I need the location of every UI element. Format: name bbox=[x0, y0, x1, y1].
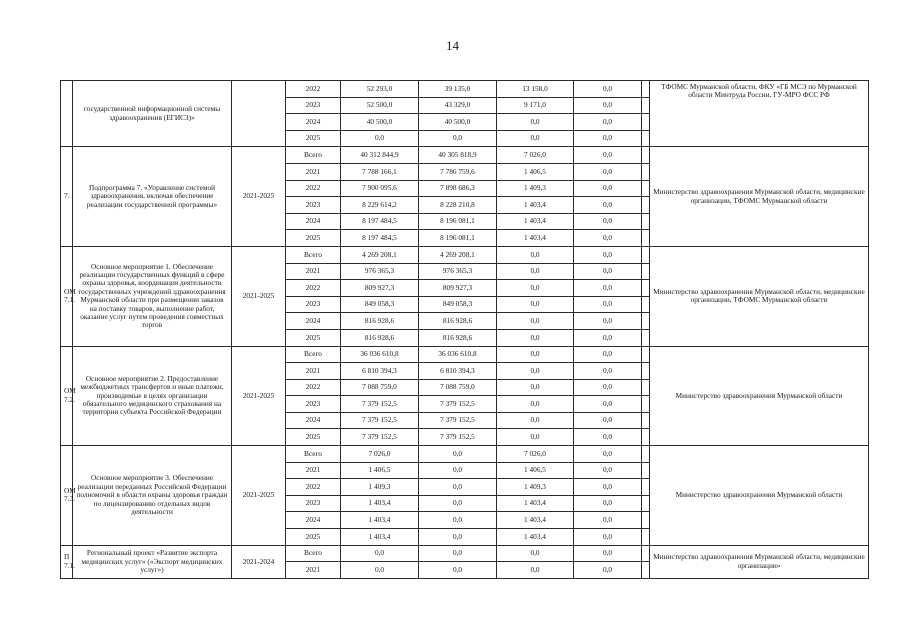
section-executors: Министерство здравоохранения Мурманской области, медицинские организации» bbox=[650, 545, 869, 578]
amount-cell: 0,0 bbox=[574, 363, 642, 380]
table-row bbox=[61, 81, 869, 98]
amount-cell: 976 365,3 bbox=[419, 263, 497, 280]
year-cell: 2022 bbox=[286, 81, 341, 98]
amount-cell: 0,0 bbox=[419, 545, 497, 562]
spacer-cell bbox=[642, 429, 650, 446]
total-cell: 0,0 bbox=[341, 545, 419, 562]
total-cell: 52 500,0 bbox=[341, 97, 419, 114]
year-cell: 2021 bbox=[286, 263, 341, 280]
amount-cell: 0,0 bbox=[419, 479, 497, 496]
spacer-cell bbox=[642, 263, 650, 280]
amount-cell: 13 158,0 bbox=[497, 81, 574, 98]
amount-cell: 8 196 081,1 bbox=[419, 230, 497, 247]
amount-cell: 0,0 bbox=[497, 280, 574, 297]
amount-cell: 7 379 152,5 bbox=[419, 396, 497, 413]
table-row bbox=[61, 246, 869, 263]
section-name: Региональный проект «Развитие экспорта медицинских услуг» («Экспорт медицинских услуг») bbox=[73, 545, 232, 578]
amount-cell: 0,0 bbox=[574, 280, 642, 297]
amount-cell: 0,0 bbox=[497, 329, 574, 346]
amount-cell: 0,0 bbox=[419, 462, 497, 479]
amount-cell: 0,0 bbox=[574, 412, 642, 429]
year-cell: 2022 bbox=[286, 479, 341, 496]
year-cell: 2025 bbox=[286, 130, 341, 147]
year-cell: Всего bbox=[286, 246, 341, 263]
amount-cell: 1 403,4 bbox=[497, 230, 574, 247]
section-code bbox=[61, 81, 73, 147]
section-period: 2021-2025 bbox=[232, 446, 286, 546]
amount-cell: 0,0 bbox=[574, 230, 642, 247]
section-executors: Министерство здравоохранения Мурманской области bbox=[650, 346, 869, 446]
year-cell: 2024 bbox=[286, 313, 341, 330]
section-executors: Министерство здравоохранения Мурманской области bbox=[650, 446, 869, 546]
total-cell: 6 810 394,3 bbox=[341, 363, 419, 380]
total-cell: 36 036 610,8 bbox=[341, 346, 419, 363]
amount-cell: 40 305 818,9 bbox=[419, 147, 497, 164]
spacer-cell bbox=[642, 197, 650, 214]
spacer-cell bbox=[642, 147, 650, 164]
year-cell: 2025 bbox=[286, 230, 341, 247]
spacer-cell bbox=[642, 379, 650, 396]
total-cell: 7 088 759,0 bbox=[341, 379, 419, 396]
total-cell: 7 788 166,1 bbox=[341, 163, 419, 180]
year-cell: 2023 bbox=[286, 197, 341, 214]
amount-cell: 1 403,4 bbox=[497, 512, 574, 529]
amount-cell: 0,0 bbox=[574, 446, 642, 463]
spacer-cell bbox=[642, 462, 650, 479]
amount-cell: 1 406,5 bbox=[497, 163, 574, 180]
year-cell: Всего bbox=[286, 147, 341, 164]
total-cell: 849 058,3 bbox=[341, 296, 419, 313]
amount-cell: 0,0 bbox=[574, 114, 642, 131]
spacer-cell bbox=[642, 114, 650, 131]
amount-cell: 4 269 208,1 bbox=[419, 246, 497, 263]
amount-cell: 0,0 bbox=[574, 462, 642, 479]
total-cell: 816 928,6 bbox=[341, 313, 419, 330]
amount-cell: 0,0 bbox=[574, 529, 642, 546]
amount-cell: 0,0 bbox=[574, 97, 642, 114]
amount-cell: 0,0 bbox=[574, 130, 642, 147]
spacer-cell bbox=[642, 329, 650, 346]
table-row bbox=[61, 346, 869, 363]
total-cell: 7 379 152,5 bbox=[341, 412, 419, 429]
amount-cell: 0,0 bbox=[574, 81, 642, 98]
section-code: ОМ 7.1. bbox=[61, 246, 73, 346]
amount-cell: 1 409,3 bbox=[497, 479, 574, 496]
table-row bbox=[61, 446, 869, 463]
amount-cell: 0,0 bbox=[574, 180, 642, 197]
spacer-cell bbox=[642, 81, 650, 98]
table-row bbox=[61, 545, 869, 562]
section-code: 7. bbox=[61, 147, 73, 247]
table-row bbox=[61, 147, 869, 164]
amount-cell: 7 786 759,6 bbox=[419, 163, 497, 180]
amount-cell: 0,0 bbox=[574, 379, 642, 396]
spacer-cell bbox=[642, 246, 650, 263]
amount-cell: 0,0 bbox=[574, 346, 642, 363]
total-cell: 816 928,6 bbox=[341, 329, 419, 346]
spacer-cell bbox=[642, 412, 650, 429]
year-cell: 2022 bbox=[286, 280, 341, 297]
amount-cell: 1 403,4 bbox=[497, 213, 574, 230]
spacer-cell bbox=[642, 495, 650, 512]
amount-cell: 0,0 bbox=[497, 429, 574, 446]
amount-cell: 0,0 bbox=[574, 213, 642, 230]
amount-cell: 7 379 152,5 bbox=[419, 412, 497, 429]
amount-cell: 0,0 bbox=[574, 495, 642, 512]
amount-cell: 0,0 bbox=[497, 363, 574, 380]
amount-cell: 0,0 bbox=[574, 197, 642, 214]
section-executors: Министерство здравоохранения Мурманской области, медицинские организации, ТФОМС Мурманской области bbox=[650, 147, 869, 247]
total-cell: 1 403,4 bbox=[341, 529, 419, 546]
amount-cell: 43 329,0 bbox=[419, 97, 497, 114]
year-cell: 2023 bbox=[286, 495, 341, 512]
total-cell: 7 026,0 bbox=[341, 446, 419, 463]
amount-cell: 0,0 bbox=[574, 163, 642, 180]
amount-cell: 7 026,0 bbox=[497, 147, 574, 164]
amount-cell: 0,0 bbox=[497, 562, 574, 579]
amount-cell: 809 927,3 bbox=[419, 280, 497, 297]
year-cell: 2022 bbox=[286, 379, 341, 396]
total-cell: 1 403,4 bbox=[341, 512, 419, 529]
amount-cell: 0,0 bbox=[497, 346, 574, 363]
spacer-cell bbox=[642, 97, 650, 114]
section-name: государственной информационной системы здравоохранения (ЕГИСЗ)» bbox=[73, 81, 232, 147]
amount-cell: 1 403,4 bbox=[497, 529, 574, 546]
total-cell: 0,0 bbox=[341, 130, 419, 147]
amount-cell: 0,0 bbox=[497, 114, 574, 131]
amount-cell: 0,0 bbox=[419, 130, 497, 147]
year-cell: 2023 bbox=[286, 396, 341, 413]
spacer-cell bbox=[642, 213, 650, 230]
year-cell: 2021 bbox=[286, 562, 341, 579]
spacer-cell bbox=[642, 512, 650, 529]
total-cell: 8 197 484,5 bbox=[341, 230, 419, 247]
amount-cell: 0,0 bbox=[497, 296, 574, 313]
amount-cell: 0,0 bbox=[574, 329, 642, 346]
amount-cell: 0,0 bbox=[574, 147, 642, 164]
budget-table bbox=[60, 80, 869, 579]
amount-cell: 0,0 bbox=[419, 495, 497, 512]
amount-cell: 0,0 bbox=[574, 263, 642, 280]
year-cell: 2023 bbox=[286, 296, 341, 313]
amount-cell: 0,0 bbox=[497, 545, 574, 562]
year-cell: Всего bbox=[286, 346, 341, 363]
section-period: 2021-2025 bbox=[232, 147, 286, 247]
amount-cell: 0,0 bbox=[574, 313, 642, 330]
amount-cell: 0,0 bbox=[574, 246, 642, 263]
year-cell: 2024 bbox=[286, 412, 341, 429]
amount-cell: 0,0 bbox=[419, 446, 497, 463]
amount-cell: 0,0 bbox=[574, 396, 642, 413]
spacer-cell bbox=[642, 562, 650, 579]
amount-cell: 0,0 bbox=[497, 130, 574, 147]
spacer-cell bbox=[642, 130, 650, 147]
total-cell: 52 293,0 bbox=[341, 81, 419, 98]
amount-cell: 816 928,6 bbox=[419, 329, 497, 346]
section-name: Основное мероприятие 1. Обеспечение реализации государственных функций в сфере охраны здоровья, координация деятельности государственных учреждений здравоохранения Мурманской области при размещении заказов на поставку товаров, выполнение работ, оказание услуг путем проведения совместных торгов bbox=[73, 246, 232, 346]
total-cell: 7 379 152,5 bbox=[341, 396, 419, 413]
amount-cell: 6 810 394,3 bbox=[419, 363, 497, 380]
year-cell: 2025 bbox=[286, 429, 341, 446]
total-cell: 40 500,0 bbox=[341, 114, 419, 131]
year-cell: 2021 bbox=[286, 462, 341, 479]
year-cell: 2024 bbox=[286, 213, 341, 230]
amount-cell: 0,0 bbox=[574, 296, 642, 313]
total-cell: 1 403,4 bbox=[341, 495, 419, 512]
total-cell: 8 197 484,5 bbox=[341, 213, 419, 230]
section-code: ОМ 7.3. bbox=[61, 446, 73, 546]
section-name: Основное мероприятие 3. Обеспечение реализации переданных Российской Федерации полномочий в области охраны здоровья граждан по лицензированию отдельных видов деятельности bbox=[73, 446, 232, 546]
amount-cell: 0,0 bbox=[497, 246, 574, 263]
section-executors: ТФОМС Мурманской области, ФКУ «ГБ МСЭ по Мурманской области Минтруда России, ГУ-МРО ФСС РФ bbox=[650, 81, 869, 147]
total-cell: 8 229 614,2 bbox=[341, 197, 419, 214]
section-code: ОМ 7.2. bbox=[61, 346, 73, 446]
amount-cell: 39 135,0 bbox=[419, 81, 497, 98]
spacer-cell bbox=[642, 446, 650, 463]
section-executors: Министерство здравоохранения Мурманской области, медицинские организации, ТФОМС Мурманской области bbox=[650, 246, 869, 346]
spacer-cell bbox=[642, 363, 650, 380]
amount-cell: 0,0 bbox=[574, 429, 642, 446]
amount-cell: 0,0 bbox=[574, 479, 642, 496]
year-cell: 2025 bbox=[286, 329, 341, 346]
year-cell: Всего bbox=[286, 545, 341, 562]
total-cell: 7 379 152,5 bbox=[341, 429, 419, 446]
amount-cell: 1 403,4 bbox=[497, 495, 574, 512]
section-period: 2021-2024 bbox=[232, 545, 286, 578]
section-name: Основное мероприятие 2. Предоставление межбюджетных трансфертов и иные платежи, производимые в целях организации обязательного медицинского страхования на территории субъекта Российской Федерации bbox=[73, 346, 232, 446]
year-cell: Всего bbox=[286, 446, 341, 463]
amount-cell: 1 406,5 bbox=[497, 462, 574, 479]
amount-cell: 8 228 210,8 bbox=[419, 197, 497, 214]
spacer-cell bbox=[642, 280, 650, 297]
amount-cell: 0,0 bbox=[497, 263, 574, 280]
total-cell: 40 312 844,9 bbox=[341, 147, 419, 164]
year-cell: 2024 bbox=[286, 512, 341, 529]
amount-cell: 7 379 152,5 bbox=[419, 429, 497, 446]
amount-cell: 40 500,0 bbox=[419, 114, 497, 131]
total-cell: 4 269 208,1 bbox=[341, 246, 419, 263]
section-period: 2021-2025 bbox=[232, 346, 286, 446]
total-cell: 809 927,3 bbox=[341, 280, 419, 297]
total-cell: 1 409,3 bbox=[341, 479, 419, 496]
amount-cell: 7 026,0 bbox=[497, 446, 574, 463]
total-cell: 0,0 bbox=[341, 562, 419, 579]
amount-cell: 0,0 bbox=[574, 562, 642, 579]
section-period: 2021-2025 bbox=[232, 246, 286, 346]
spacer-cell bbox=[642, 346, 650, 363]
year-cell: 2021 bbox=[286, 163, 341, 180]
amount-cell: 0,0 bbox=[497, 412, 574, 429]
year-cell: 2021 bbox=[286, 363, 341, 380]
spacer-cell bbox=[642, 230, 650, 247]
section-code: П 7.1. bbox=[61, 545, 73, 578]
total-cell: 976 365,3 bbox=[341, 263, 419, 280]
amount-cell: 849 058,3 bbox=[419, 296, 497, 313]
total-cell: 1 406,5 bbox=[341, 462, 419, 479]
amount-cell: 0,0 bbox=[574, 512, 642, 529]
amount-cell: 7 088 759,0 bbox=[419, 379, 497, 396]
amount-cell: 1 409,3 bbox=[497, 180, 574, 197]
section-period bbox=[232, 81, 286, 147]
spacer-cell bbox=[642, 545, 650, 562]
amount-cell: 36 036 610,8 bbox=[419, 346, 497, 363]
year-cell: 2025 bbox=[286, 529, 341, 546]
year-cell: 2022 bbox=[286, 180, 341, 197]
page-number: 14 bbox=[446, 38, 459, 53]
amount-cell: 0,0 bbox=[574, 545, 642, 562]
amount-cell: 0,0 bbox=[419, 529, 497, 546]
amount-cell: 0,0 bbox=[419, 562, 497, 579]
amount-cell: 816 928,6 bbox=[419, 313, 497, 330]
amount-cell: 8 196 081,1 bbox=[419, 213, 497, 230]
spacer-cell bbox=[642, 396, 650, 413]
amount-cell: 0,0 bbox=[497, 313, 574, 330]
amount-cell: 9 171,0 bbox=[497, 97, 574, 114]
spacer-cell bbox=[642, 529, 650, 546]
amount-cell: 0,0 bbox=[419, 512, 497, 529]
total-cell: 7 900 095,6 bbox=[341, 180, 419, 197]
amount-cell: 0,0 bbox=[497, 379, 574, 396]
year-cell: 2024 bbox=[286, 114, 341, 131]
section-name: Подпрограмма 7. «Управление системой здравоохранения, включая обеспечение реализации государственной программы» bbox=[73, 147, 232, 247]
amount-cell: 7 898 686,3 bbox=[419, 180, 497, 197]
year-cell: 2023 bbox=[286, 97, 341, 114]
spacer-cell bbox=[642, 180, 650, 197]
spacer-cell bbox=[642, 163, 650, 180]
amount-cell: 1 403,4 bbox=[497, 197, 574, 214]
spacer-cell bbox=[642, 313, 650, 330]
amount-cell: 0,0 bbox=[497, 396, 574, 413]
spacer-cell bbox=[642, 296, 650, 313]
spacer-cell bbox=[642, 479, 650, 496]
